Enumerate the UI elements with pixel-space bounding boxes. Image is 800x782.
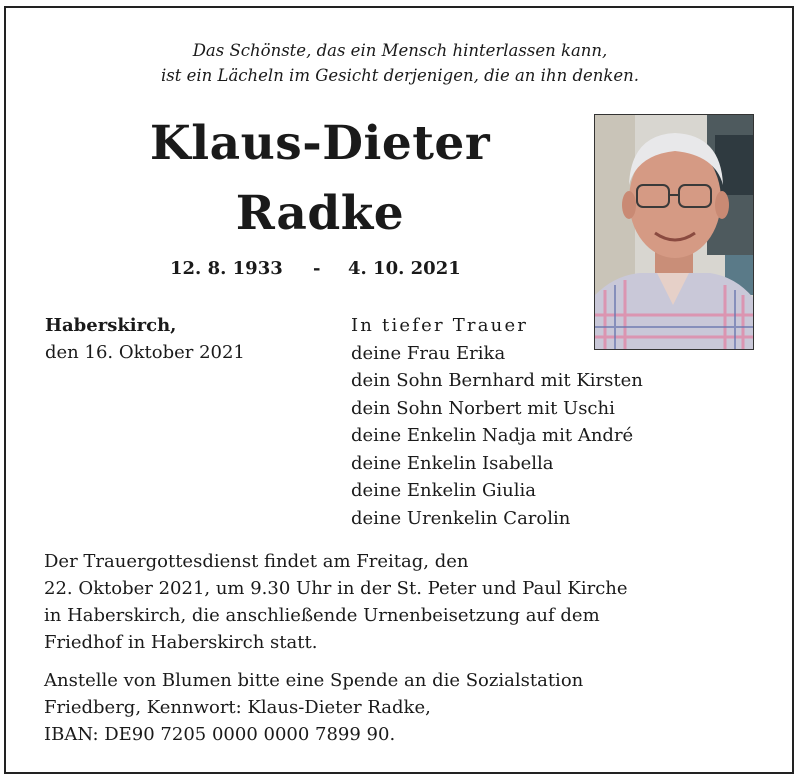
mourner-item: deine Enkelin Nadja mit André <box>351 425 634 446</box>
mourner-item: deine Enkelin Giulia <box>351 480 536 501</box>
quote-line-2: ist ein Lächeln im Gesicht derjenigen, die an ihn denken. <box>160 66 640 85</box>
donation-details <box>44 667 583 748</box>
last-name: Radke <box>235 186 405 241</box>
donation-line: IBAN: DE90 7205 0000 0000 7899 90. <box>44 724 396 745</box>
quote-line-1: Das Schönste, das ein Mensch hinterlassen kann, <box>192 41 608 60</box>
service-line: in Haberskirch, die anschließende Urnenbeisetzung auf dem <box>44 605 600 626</box>
mourner-item: dein Sohn Norbert mit Uschi <box>351 397 615 419</box>
service-line: Friedhof in Haberskirch statt. <box>44 632 318 653</box>
mourner-item: deine Urenkelin Carolin <box>351 507 571 529</box>
service-line: Der Trauergottesdienst findet am Freitag, den <box>44 551 469 572</box>
place-date: den 16. Oktober 2021 <box>45 342 245 363</box>
place-and-date <box>45 312 245 366</box>
place-city: Haberskirch, <box>45 315 177 336</box>
donation-line: Friedberg, Kennwort: Klaus-Dieter Radke, <box>44 697 431 718</box>
date-separator: - <box>313 258 321 279</box>
birth-date: 12. 8. 1933 <box>170 258 283 279</box>
mourners-list <box>351 312 643 532</box>
first-name: Klaus-Dieter <box>149 116 491 171</box>
mourner-item: deine Enkelin Isabella <box>351 452 554 474</box>
memorial-quote <box>0 38 800 88</box>
mourner-item: dein Sohn Bernhard mit Kirsten <box>351 370 643 391</box>
mourners-intro: In tiefer Trauer <box>351 315 529 336</box>
service-line: 22. Oktober 2021, um 9.30 Uhr in der St. Peter und Paul Kirche <box>44 578 628 599</box>
service-details <box>44 548 628 656</box>
death-date: 4. 10. 2021 <box>348 258 461 279</box>
mourner-item: deine Frau Erika <box>351 342 506 364</box>
donation-line: Anstelle von Blumen bitte eine Spende an die Sozialstation <box>44 670 584 691</box>
